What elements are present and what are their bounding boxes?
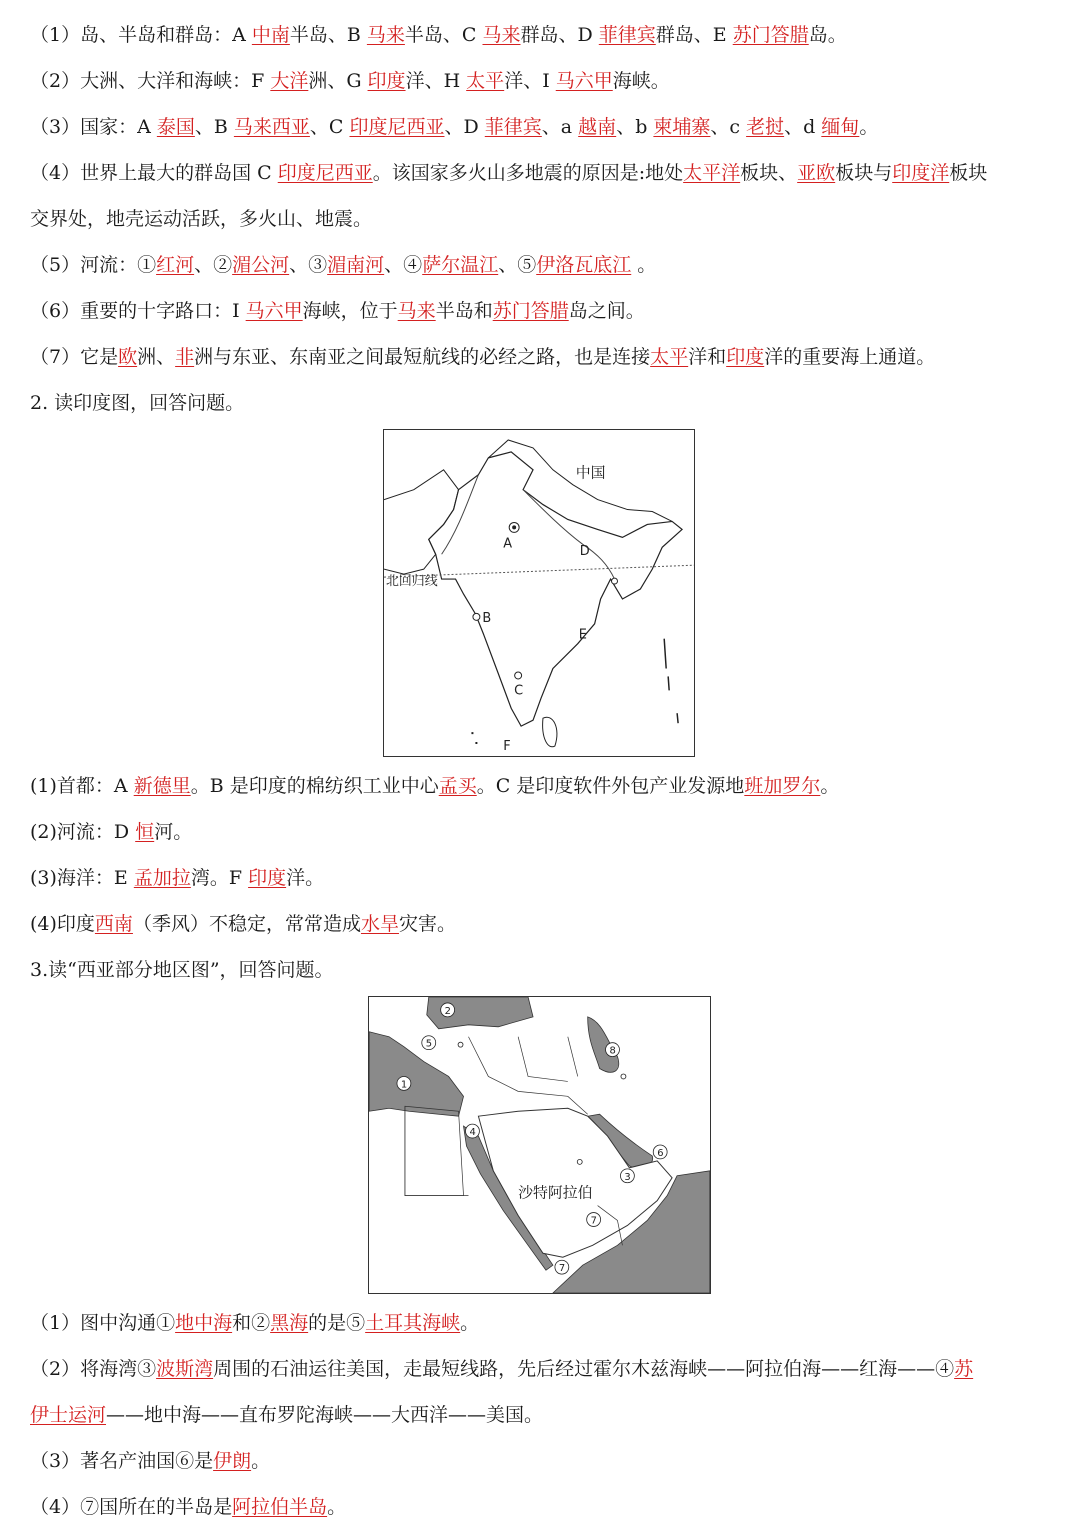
answer-blank: 马来	[482, 24, 521, 46]
question-text: （1）岛、半岛和群岛：A	[30, 24, 252, 46]
question-text: 河。	[154, 821, 193, 843]
s1-item-3	[30, 113, 878, 141]
answer-blank: 地中海	[175, 1312, 233, 1334]
sri-lanka	[543, 717, 557, 747]
question-text: （2）将海湾③	[30, 1358, 157, 1380]
s1-item-1	[30, 21, 847, 49]
question-text: （2）大洲、大洋和海峡：F	[30, 70, 271, 92]
question-text: 和②	[232, 1312, 271, 1334]
answer-blank: 新德里	[133, 775, 191, 797]
question-text: 洲、	[137, 346, 176, 368]
india-map	[383, 429, 695, 757]
answer-blank: 湄南河	[327, 254, 385, 276]
question-text: 半岛、C	[404, 24, 483, 46]
label-B: B	[482, 610, 492, 626]
s2-item-4	[30, 910, 456, 938]
question-text: 、③	[289, 254, 328, 276]
question-text: 洋、I	[504, 70, 556, 92]
question-text: 的是⑤	[308, 1312, 366, 1334]
s1-item-5	[30, 251, 656, 279]
question-text: 。	[631, 254, 657, 276]
answer-blank: 菲律宾	[598, 24, 656, 46]
question-text: 、D	[444, 116, 485, 138]
andaman-islands	[664, 639, 678, 723]
question-text: （3）著名产油国⑥是	[30, 1450, 214, 1472]
question-text: (4)印度	[30, 913, 95, 935]
question-text: ——地中海——直布罗陀海峡——大西洋——美国。	[106, 1404, 544, 1426]
question-text: 。	[859, 116, 879, 138]
answer-blank: 马来	[366, 24, 405, 46]
question-text: 岛。	[808, 24, 847, 46]
question-text: 、c	[710, 116, 747, 138]
s1-item-2	[30, 67, 670, 95]
question-text: 周围的石油运往美国，走最短线路，先后经过霍尔木兹海峡——阿拉伯海——红海——④	[213, 1358, 955, 1380]
answer-blank: 泰国	[156, 116, 195, 138]
marker-2: 2	[444, 1005, 451, 1017]
answer-blank: 孟买	[438, 775, 477, 797]
egypt-outline	[405, 1106, 464, 1195]
india-outline	[429, 452, 682, 726]
question-text: 半岛和	[435, 300, 493, 322]
answer-blank: 柬埔寨	[653, 116, 711, 138]
question-text: 洋。	[286, 867, 325, 889]
saudi-label: 沙特阿拉伯	[518, 1183, 593, 1202]
question-text: 洲与东亚、东南亚之间最短航线的必经之路，也是连接	[194, 346, 651, 368]
answer-blank: 黑海	[270, 1312, 309, 1334]
s1-item-4-cont	[30, 205, 372, 233]
answer-blank: 马六甲	[245, 300, 303, 322]
s2-item-2	[30, 818, 192, 846]
s2-heading: 2. 读印度图，回答问题。	[30, 392, 245, 414]
question-text: （5）河流：①	[30, 254, 157, 276]
answer-blank: 太平	[466, 70, 505, 92]
question-text: 交界处，地壳运动活跃，多火山、地震。	[30, 208, 373, 230]
marker-6: 6	[657, 1147, 664, 1159]
question-text: 、a	[541, 116, 579, 138]
answer-blank: 恒	[135, 821, 155, 843]
question-text: 。该国家多火山多地震的原因是:地处	[372, 162, 684, 184]
answer-blank: 湄公河	[232, 254, 290, 276]
s3-item-2	[30, 1355, 973, 1383]
answer-blank: 印度洋	[892, 162, 950, 184]
answer-blank: 水旱	[360, 913, 399, 935]
s2-item-1	[30, 772, 839, 800]
answer-blank: 伊士运河	[30, 1404, 107, 1426]
answer-blank: 亚欧	[797, 162, 836, 184]
s1-item-7	[30, 343, 935, 371]
question-text: 洋的重要海上通道。	[764, 346, 936, 368]
answer-blank: 土耳其海峡	[365, 1312, 461, 1334]
answer-blank: 苏门答腊	[732, 24, 809, 46]
answer-blank: 马来	[397, 300, 436, 322]
marker-5: 5	[425, 1038, 433, 1050]
answer-blank: 西南	[94, 913, 133, 935]
tropic-label: 北回归线	[385, 574, 438, 590]
answer-blank: 缅甸	[821, 116, 860, 138]
question-text: (2)河流：D	[30, 821, 136, 843]
question-text: 洋和	[688, 346, 727, 368]
answer-blank: 印度尼西亚	[349, 116, 445, 138]
s3-item-3	[30, 1447, 270, 1475]
question-text: 海峡，位于	[302, 300, 398, 322]
question-text: 、②	[194, 254, 233, 276]
label-E: E	[578, 627, 587, 643]
answer-blank: 伊朗	[213, 1450, 252, 1472]
question-text: 、⑤	[498, 254, 537, 276]
question-text: 半岛、B	[289, 24, 367, 46]
answer-blank: 越南	[578, 116, 617, 138]
answer-blank: 太平	[650, 346, 689, 368]
question-text: 、④	[384, 254, 423, 276]
question-text: 群岛、E	[655, 24, 733, 46]
question-text: 湾。F	[190, 867, 249, 889]
question-text: （季风）不稳定，常常造成	[132, 913, 361, 935]
s3-item-1	[30, 1309, 479, 1337]
answer-blank: 孟加拉	[133, 867, 191, 889]
question-text: 。	[460, 1312, 480, 1334]
s3-item-2-cont	[30, 1401, 543, 1429]
question-text: 群岛、D	[520, 24, 599, 46]
question-text: 洋、H	[405, 70, 467, 92]
answer-blank: 菲律宾	[484, 116, 542, 138]
label-A: A	[503, 536, 513, 552]
answer-blank: 阿拉伯半岛	[232, 1496, 328, 1518]
question-text: 。B 是印度的棉纺织工业中心	[190, 775, 439, 797]
question-text: 灾害。	[398, 913, 456, 935]
answer-blank: 老挝	[746, 116, 785, 138]
answer-blank: 印度	[367, 70, 406, 92]
marker-7a: 7	[590, 1215, 597, 1227]
question-text: （4）世界上最大的群岛国 C	[30, 162, 278, 184]
marker-7b: 7	[558, 1263, 566, 1275]
question-text: 、B	[194, 116, 234, 138]
marker-4: 4	[469, 1127, 476, 1139]
mediterranean	[369, 1032, 463, 1116]
question-text: 板块与	[835, 162, 893, 184]
answer-blank: 印度	[248, 867, 287, 889]
question-text: （1）图中沟通①	[30, 1312, 176, 1334]
question-text: （4）⑦国所在的半岛是	[30, 1496, 233, 1518]
question-text: 。	[820, 775, 840, 797]
label-D: D	[579, 544, 590, 560]
question-text: 。	[251, 1450, 271, 1472]
question-text: 海峡。	[612, 70, 670, 92]
answer-blank: 马六甲	[555, 70, 613, 92]
lakshadweep	[471, 733, 477, 743]
answer-blank: 伊洛瓦底江	[536, 254, 632, 276]
answer-blank: 波斯湾	[156, 1358, 214, 1380]
question-text: （3）国家：A	[30, 116, 157, 138]
question-text: 。C 是印度软件外包产业发源地	[476, 775, 745, 797]
question-text: 板块	[949, 162, 988, 184]
answer-blank: 苏	[954, 1358, 974, 1380]
question-text: 。	[327, 1496, 347, 1518]
s3-item-4	[30, 1493, 346, 1521]
answer-blank: 中南	[251, 24, 290, 46]
question-text: 、C	[309, 116, 350, 138]
question-text: (1)首都：A	[30, 775, 134, 797]
answer-blank: 苏门答腊	[492, 300, 569, 322]
question-text: （7）它是	[30, 346, 119, 368]
question-text: 洲、G	[308, 70, 368, 92]
answer-blank: 萨尔温江	[422, 254, 499, 276]
s2-item-3	[30, 864, 324, 892]
answer-blank: 太平洋	[683, 162, 741, 184]
question-text: 、b	[616, 116, 654, 138]
answer-blank: 班加罗尔	[744, 775, 821, 797]
marker-3: 3	[624, 1171, 631, 1183]
s1-item-4	[30, 159, 987, 187]
label-F: F	[503, 738, 511, 754]
question-text: 岛之间。	[568, 300, 645, 322]
question-text: (3)海洋：E	[30, 867, 134, 889]
marker-1: 1	[400, 1079, 408, 1091]
answer-blank: 马来西亚	[233, 116, 310, 138]
answer-blank: 印度	[726, 346, 765, 368]
answer-blank: 欧	[118, 346, 138, 368]
question-text: （6）重要的十字路口：I	[30, 300, 246, 322]
question-text: 、d	[784, 116, 822, 138]
s3-heading: 3.读“西亚部分地区图”，回答问题。	[30, 959, 334, 981]
west-asia-map	[368, 996, 711, 1294]
s1-item-6	[30, 297, 645, 325]
label-C: C	[514, 683, 524, 699]
china-label: 中国	[575, 463, 606, 482]
answer-blank: 非	[175, 346, 195, 368]
question-text: 板块、	[740, 162, 798, 184]
answer-blank: 大洋	[270, 70, 309, 92]
answer-blank: 红河	[156, 254, 195, 276]
marker-8: 8	[609, 1045, 616, 1057]
answer-blank: 印度尼西亚	[277, 162, 373, 184]
